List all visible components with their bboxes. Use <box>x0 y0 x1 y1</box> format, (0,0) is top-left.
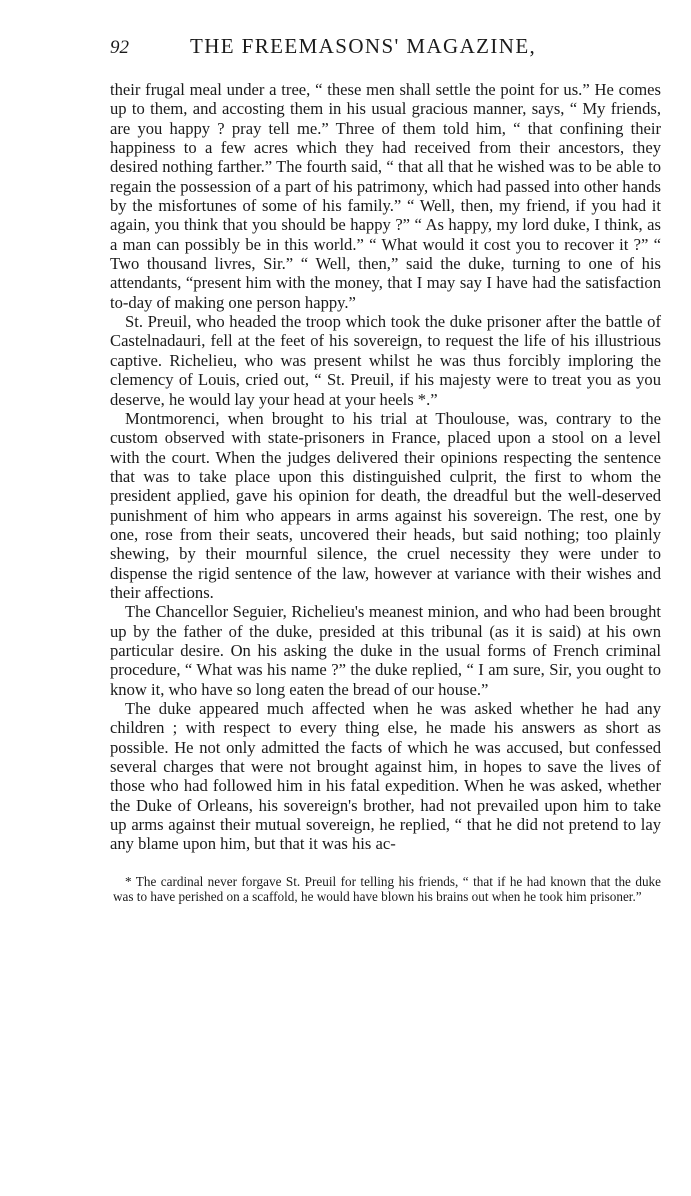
page-header <box>110 34 661 70</box>
paragraph: The duke appeared much affected when he was asked whether he had any children ; with respect to every thing else, he made his answers as short as possible. He not only admitted the facts of which he was accused, but confessed several charges that were not brought against him, in hopes to save the lives of those who had followed him in his fatal expedition. When he was asked, whether the Duke of Orleans, his sovereign's brother, had not prevailed upon him to take up arms against their mutual sovereign, he replied, “ that he did not pretend to lay any blame upon him, but that it was his ac- <box>110 699 661 854</box>
paragraph: Montmorenci, when brought to his trial at Thoulouse, was, contrary to the custom observed with state-prisoners in France, placed upon a stool on a level with the court. When the judges delivered their opinions respecting the sentence that was to take place upon this distinguished culprit, the first to whom the president applied, gave his opinion for death, the dreadful but the well-deserved punishment of him who appears in arms against his sovereign. The rest, one by one, rose from their seats, uncovered their heads, but said nothing; too plainly shewing, by their mournful silence, the cruel necessity they were under to dispense the rigid sentence of the law, however at variance with their wishes and their affections. <box>110 408 661 602</box>
running-title: THE FREEMASONS' MAGAZINE, <box>190 34 537 58</box>
footnote: * The cardinal never forgave St. Preuil for telling his friends, “ that if he had known that the duke was to have perished on a scaffold, he would have blown his brains out when he took him prisoner.” <box>113 873 661 905</box>
paragraph: The Chancellor Seguier, Richelieu's meanest minion, and who had been brought up by the father of the duke, presided at this tribunal (as it is said) at his own particular desire. On his asking the duke in the usual forms of French criminal procedure, “ What was his name ?” the duke replied, “ I am sure, Sir, you ought to know it, who have so long eaten the bread of our house.” <box>110 602 661 699</box>
paragraph: their frugal meal under a tree, “ these men shall settle the point for us.” He comes up to them, and accosting them in his usual gracious manner, says, “ My friends, are you happy ? pray tell me.” Three of them told him, “ that confining their happiness to a few acres which they had received from their ancestors, they desired nothing farther.” The fourth said, “ that all that he wished was to be able to regain the possession of a part of his patrimony, which had passed into other hands by the misfortunes of some of his family.” “ Well, then, my friend, if you had it again, you think that you should be happy ?” “ As happy, my lord duke, I think, as a man can possibly be in this world.” “ What would it cost you to recover it ?” “ Two thousand livres, Sir.” “ Well, then,” said the duke, turning to one of his attendants, “present him with the money, that I may say I have had the satisfaction to-day of making one person happy.” <box>110 80 661 312</box>
body-text <box>110 80 661 854</box>
paragraph: St. Preuil, who headed the troop which took the duke prisoner after the battle of Castelnadauri, fell at the feet of his sovereign, to request the life of his illustrious captive. Richelieu, who was present whilst he was thus forcibly imploring the clemency of Louis, cried out, “ St. Preuil, if his majesty were to treat you as you deserve, he would lay your head at your heels *.” <box>110 312 661 409</box>
page-number: 92 <box>110 37 129 58</box>
footnote-separator <box>113 854 661 864</box>
